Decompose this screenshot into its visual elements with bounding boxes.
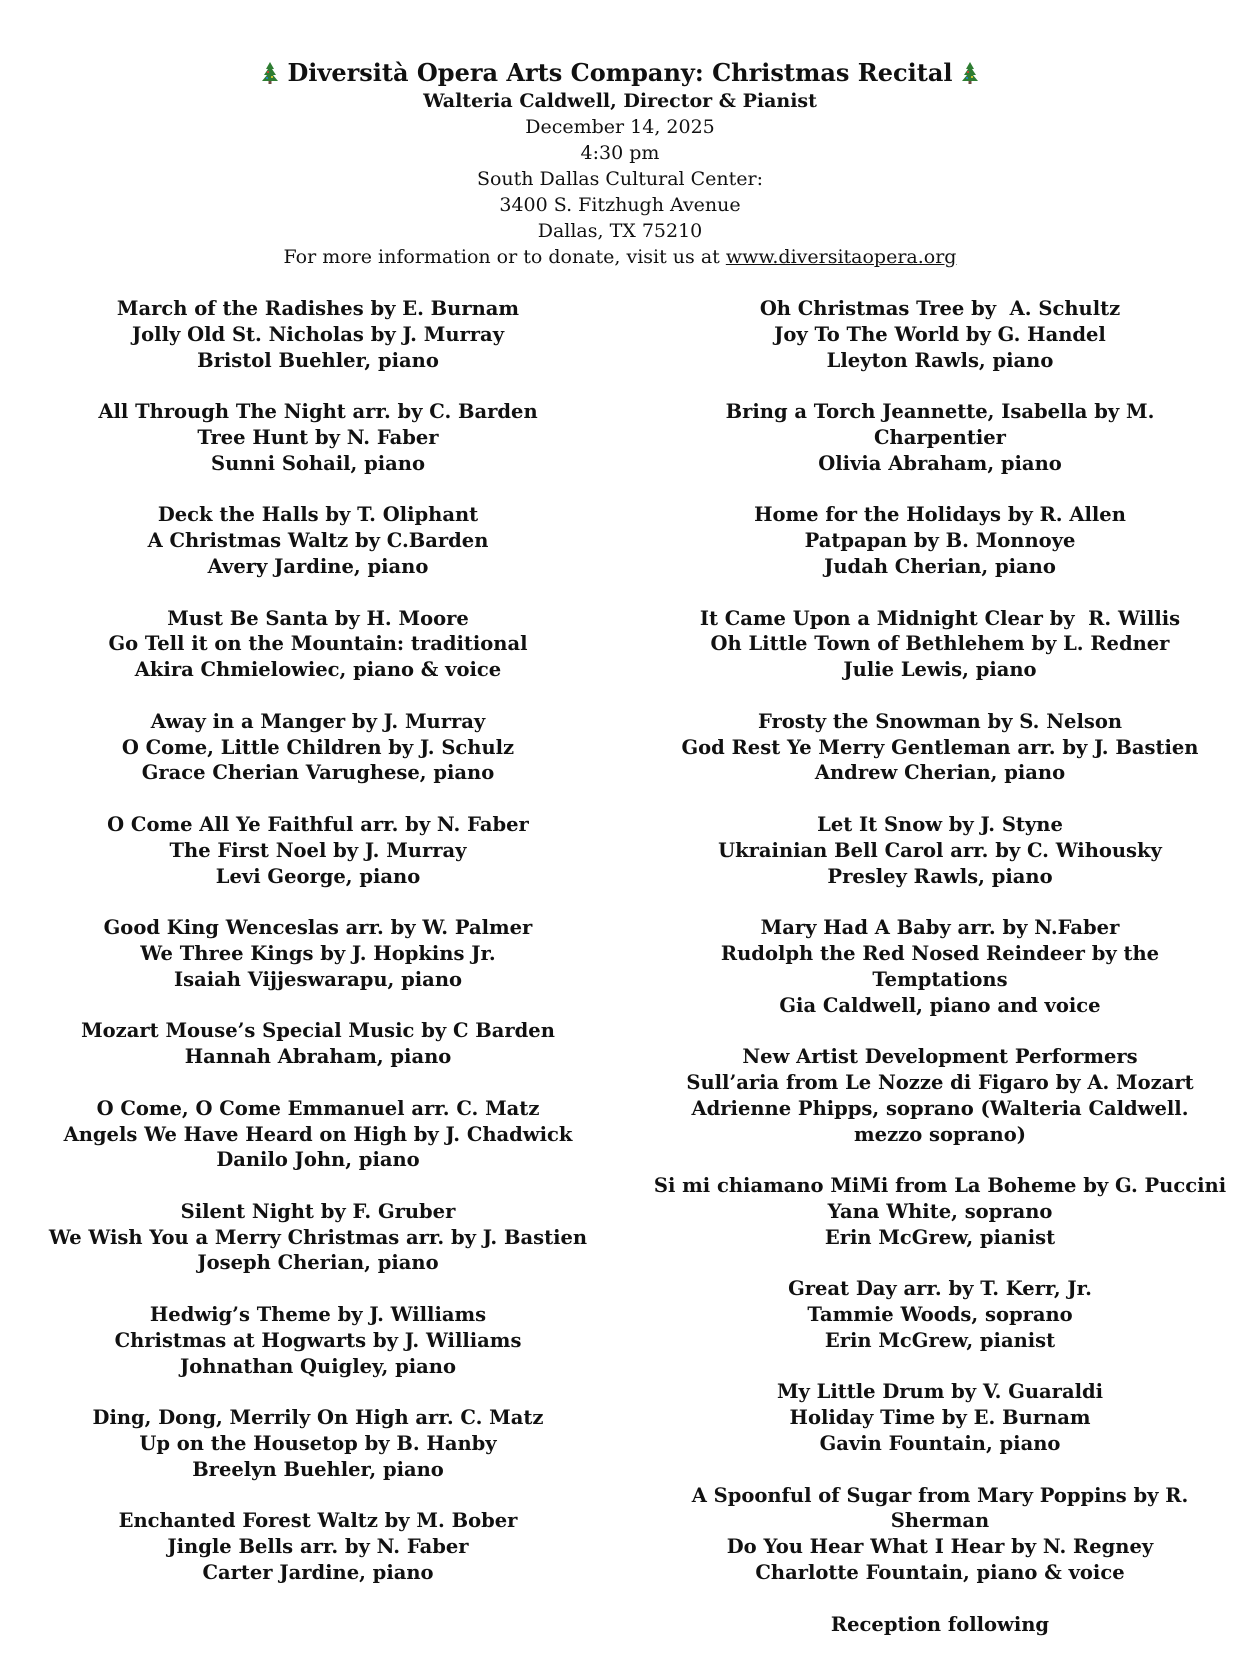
- program-line: Johnathan Quigley, piano: [180, 1354, 456, 1378]
- program-entry: [640, 1612, 1240, 1638]
- program-entry: [18, 1018, 618, 1070]
- christmas-tree-icon: [259, 61, 281, 85]
- program-line: Up on the Housetop by B. Hanby: [139, 1432, 497, 1456]
- program-entry: [640, 399, 1240, 476]
- program-line: Charlotte Fountain, piano & voice: [755, 1561, 1125, 1585]
- event-time: 4:30 pm: [580, 142, 660, 164]
- program-line: Ding, Dong, Merrily On High arr. C. Matz: [92, 1406, 544, 1430]
- program-line: Enchanted Forest Waltz by M. Bober: [118, 1509, 518, 1533]
- program-line: New Artist Development Performers: [742, 1045, 1138, 1069]
- program-line: We Three Kings by J. Hopkins Jr.: [140, 941, 496, 965]
- program-line: Joy To The World by G. Handel: [774, 322, 1106, 346]
- program-line: Go Tell it on the Mountain: traditional: [108, 632, 528, 656]
- program-line: Hedwig’s Theme by J. Williams: [149, 1303, 487, 1327]
- program-line: Mary Had A Baby arr. by N.Faber: [760, 916, 1120, 940]
- program-line: Si mi chiamano MiMi from La Boheme by G. Puccini: [653, 1174, 1227, 1198]
- title-text: Diversità Opera Arts Company: Christmas Recital: [287, 58, 953, 87]
- program-line: A Spoonful of Sugar from Mary Poppins by R.: [691, 1483, 1189, 1507]
- program-entry: [18, 1302, 618, 1379]
- program-entry: [18, 1508, 618, 1585]
- program-line: All Through The Night arr. by C. Barden: [98, 400, 538, 424]
- program-line: Julie Lewis, piano: [843, 658, 1037, 682]
- program-line: Levi George, piano: [215, 864, 421, 888]
- program-line: Isaiah Vijjeswarapu, piano: [173, 967, 462, 991]
- program-entry: [18, 606, 618, 683]
- program-line: Rudolph the Red Nosed Reindeer by the: [720, 941, 1160, 965]
- program-line: Oh Christmas Tree by A. Schultz: [759, 297, 1121, 320]
- program-line: Danilo John, piano: [216, 1148, 420, 1172]
- program-line: Judah Cherian, piano: [824, 554, 1056, 578]
- program-line: Oh Little Town of Bethlehem by L. Redner: [710, 632, 1170, 656]
- program-line: Yana White, soprano: [827, 1199, 1053, 1223]
- program-line: Sherman: [890, 1509, 990, 1533]
- program-line: Gavin Fountain, piano: [819, 1432, 1061, 1456]
- program-line: Great Day arr. by T. Kerr, Jr.: [788, 1277, 1092, 1301]
- program-line: Akira Chmielowiec, piano & voice: [134, 658, 502, 682]
- program-line: It Came Upon a Midnight Clear by R. Willis: [699, 606, 1181, 630]
- program-entry: [18, 709, 618, 786]
- program-line: Erin McGrew, pianist: [824, 1328, 1056, 1352]
- program-line: Let It Snow by J. Styne: [817, 812, 1063, 836]
- website-link[interactable]: www.diversitaopera.org: [725, 246, 957, 268]
- more-info-text: For more information or to donate, visit us at: [283, 246, 726, 268]
- program-line: Bring a Torch Jeannette, Isabella by M.: [725, 400, 1155, 424]
- program-line: Tree Hunt by N. Faber: [197, 425, 439, 449]
- program-line: A Christmas Waltz by C.Barden: [147, 529, 489, 553]
- program-right-column: [640, 296, 1240, 1663]
- recital-title: [0, 58, 1240, 88]
- program-line: Erin McGrew, pianist: [824, 1225, 1056, 1249]
- more-info-line: [0, 244, 1240, 270]
- program-entry: [640, 812, 1240, 889]
- program-line: Do You Hear What I Hear by N. Regney: [726, 1535, 1154, 1559]
- program-line: Adrienne Phipps, soprano (Walteria Caldwell.: [691, 1096, 1189, 1120]
- program-line: Angels We Have Heard on High by J. Chadwick: [63, 1122, 573, 1146]
- program-line: Tammie Woods, soprano: [807, 1303, 1073, 1327]
- venue-address-city: Dallas, TX 75210: [537, 220, 703, 242]
- program-line: March of the Radishes by E. Burnam: [116, 297, 520, 320]
- program-line: Joseph Cherian, piano: [197, 1251, 439, 1275]
- program-line: The First Noel by J. Murray: [169, 838, 467, 862]
- program-line: Patpapan by B. Monnoye: [804, 529, 1076, 553]
- program-entry: [640, 1483, 1240, 1586]
- program-line: Presley Rawls, piano: [827, 864, 1053, 888]
- program-entry: [640, 1173, 1240, 1250]
- program-line: Charpentier: [874, 425, 1006, 449]
- program-line: Good King Wenceslas arr. by W. Palmer: [103, 916, 533, 940]
- director-line: Walteria Caldwell, Director & Pianist: [423, 90, 817, 112]
- program-entry: [640, 1276, 1240, 1353]
- program-line: Holiday Time by E. Burnam: [789, 1406, 1091, 1430]
- program-entry: [18, 1405, 618, 1482]
- program-line: Ukrainian Bell Carol arr. by C. Wihousky: [718, 838, 1162, 862]
- program-entry: [640, 1044, 1240, 1147]
- program-line: Mozart Mouse’s Special Music by C Barden: [81, 1019, 555, 1043]
- program-line: Deck the Halls by T. Oliphant: [157, 503, 479, 527]
- christmas-tree-icon: [959, 61, 981, 85]
- program-entry: [640, 296, 1240, 373]
- venue-address-street: 3400 S. Fitzhugh Avenue: [499, 194, 741, 216]
- program-line: Sunni Sohail, piano: [211, 451, 425, 475]
- program-line: Lleyton Rawls, piano: [826, 348, 1054, 372]
- program-line: Home for the Holidays by R. Allen: [754, 503, 1126, 527]
- program-line: Grace Cherian Varughese, piano: [141, 761, 495, 785]
- program-entry: [640, 709, 1240, 786]
- program-entry: [18, 915, 618, 992]
- program-line: Reception following: [830, 1612, 1050, 1636]
- program-line: O Come, O Come Emmanuel arr. C. Matz: [96, 1096, 540, 1120]
- program-line: Frosty the Snowman by S. Nelson: [757, 709, 1123, 733]
- program-line: Must Be Santa by H. Moore: [167, 606, 469, 630]
- venue-name: South Dallas Cultural Center:: [476, 168, 764, 190]
- program-entry: [18, 399, 618, 476]
- program-line: Jingle Bells arr. by N. Faber: [167, 1535, 469, 1559]
- program-line: O Come, Little Children by J. Schulz: [121, 735, 515, 759]
- program-line: O Come All Ye Faithful arr. by N. Faber: [107, 812, 529, 836]
- program-line: Sull’aria from Le Nozze di Figaro by A. Mozart: [686, 1070, 1194, 1094]
- program-line: Carter Jardine, piano: [202, 1561, 434, 1585]
- program-line: Gia Caldwell, piano and voice: [779, 993, 1101, 1017]
- program-line: Andrew Cherian, piano: [814, 761, 1066, 785]
- program-line: Avery Jardine, piano: [207, 554, 429, 578]
- program-line: Jolly Old St. Nicholas by J. Murray: [131, 322, 505, 346]
- program-line: My Little Drum by V. Guaraldi: [776, 1380, 1104, 1404]
- program-line: God Rest Ye Merry Gentleman arr. by J. Bastien: [681, 735, 1199, 759]
- program-line: mezzo soprano): [854, 1122, 1026, 1146]
- program-line: Christmas at Hogwarts by J. Williams: [114, 1328, 522, 1352]
- program-entry: [18, 1096, 618, 1173]
- program-entry: [18, 296, 618, 373]
- program-entry: [640, 915, 1240, 1018]
- program-line: Bristol Buehler, piano: [197, 348, 439, 372]
- program-entry: [640, 1379, 1240, 1456]
- program-entry: [18, 502, 618, 579]
- event-date: December 14, 2025: [525, 116, 715, 138]
- program-line: Hannah Abraham, piano: [184, 1045, 452, 1069]
- program-line: Olivia Abraham, piano: [818, 451, 1062, 475]
- program-entry: [640, 502, 1240, 579]
- program-line: Silent Night by F. Gruber: [180, 1199, 456, 1223]
- program-line: Breelyn Buehler, piano: [192, 1457, 444, 1481]
- program-entry: [18, 812, 618, 889]
- program-left-column: [18, 296, 618, 1612]
- program-line: Away in a Manger by J. Murray: [150, 709, 486, 733]
- program-header: [0, 58, 1240, 270]
- program-line: Temptations: [872, 967, 1008, 991]
- program-entry: [640, 606, 1240, 683]
- program-line: We Wish You a Merry Christmas arr. by J. Bastien: [48, 1225, 588, 1249]
- program-entry: [18, 1199, 618, 1276]
